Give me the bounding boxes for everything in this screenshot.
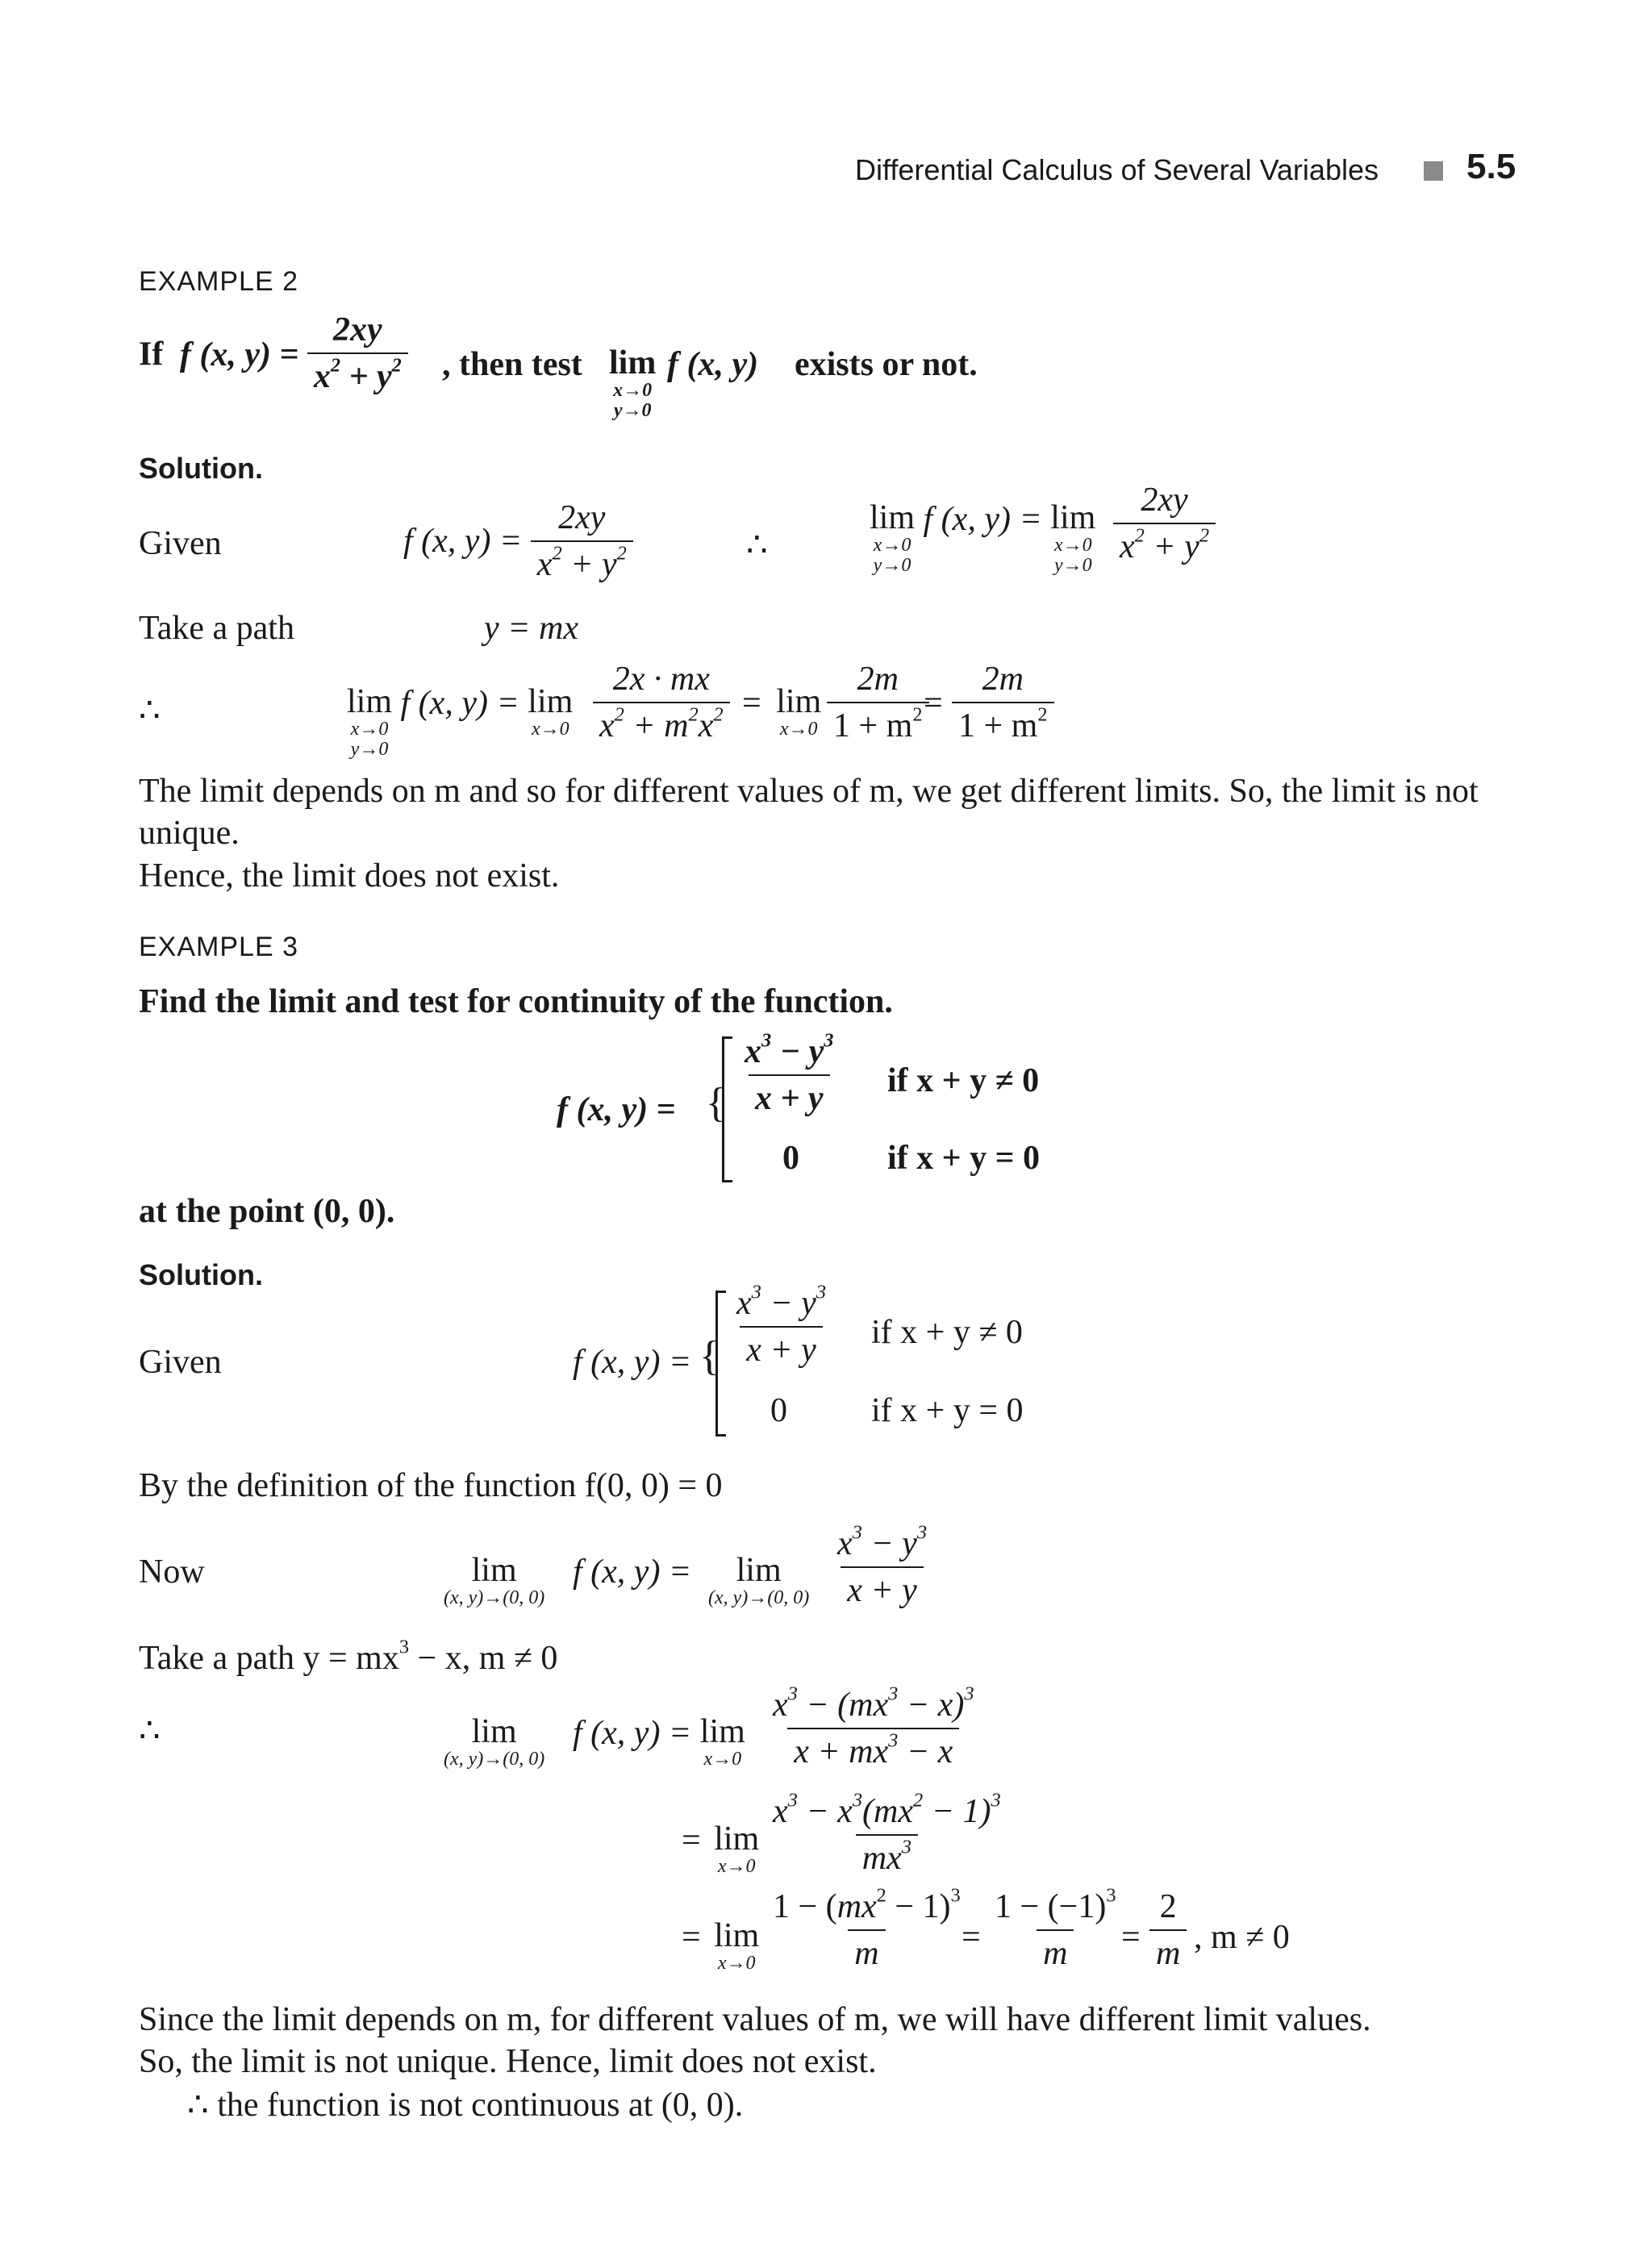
ex3-chain-line3 (682, 1918, 759, 1974)
ex3-by-definition: By the definition of the function f(0, 0) = 0 (139, 1467, 723, 1504)
ex2-d-fraction-1 (593, 660, 730, 745)
ex3-conclusion-3: ∴ the function is not continuous at (0, 0). (187, 2087, 744, 2124)
ex3-chain-lim1-word: lim (471, 1713, 517, 1750)
ex3-result-cond-text: , m ≠ 0 (1194, 1919, 1290, 1956)
ex3-now-num: $x^3 - y^3$ (837, 1521, 928, 1562)
ex3-given-den: x + y (740, 1326, 823, 1370)
ex3-path: Take a path $y = mx^3 - x$, m ≠ 0 (139, 1636, 558, 1677)
ex2-d-fraction-2 (827, 660, 929, 745)
ex3-path-rest: − x, m ≠ 0 (409, 1640, 558, 1677)
ex2-d-lim2: lim (528, 683, 574, 720)
ex3-chain-num3: $1 - (mx^2 - 1)^3$ (773, 1884, 961, 1925)
ex3-chain-fraction-4 (988, 1884, 1123, 1973)
q-frac-num: 2xy (333, 311, 382, 348)
page-number: 5.5 (1466, 147, 1516, 186)
ex2-d-lim3: lim (776, 683, 822, 720)
ex2-derivation (347, 684, 573, 760)
ex3-chain-den1b: − x (898, 1733, 953, 1770)
ex2-given-fraction (531, 498, 633, 584)
ex3-chain-lim3-word: lim (714, 1820, 760, 1858)
ex2-ls-fxy: f (x, y) = (923, 501, 1042, 538)
q-frac-den: $x^2 + y^2$ (307, 352, 408, 396)
ex2-d-sub-x: x→0 (350, 719, 389, 740)
ex2-d-den3-text: 1 + m (958, 707, 1038, 744)
ex2-d-sub3: x→0 (779, 719, 818, 740)
ex2-ls-lim: lim (870, 499, 916, 536)
ex2-ls2-sub-y: y→0 (1053, 555, 1092, 577)
running-title: Differential Calculus of Several Variables (855, 153, 1379, 186)
ex3-chain-lim4-sub: x→0 (717, 1953, 756, 1975)
ex3-chain-eq2: = (682, 1822, 701, 1859)
example-3-solution-label: Solution. (139, 1258, 263, 1291)
running-header (855, 153, 1379, 187)
ex3-chain-den1: $x + mx^3 - x$ (787, 1728, 959, 1771)
ex2-d-fxy: f (x, y) = (400, 685, 519, 722)
ex2-d-equals-2: = (742, 685, 761, 722)
ex3-q-brace-tip: { (706, 1080, 726, 1126)
ex3-path-label: Take a path y = mx (139, 1640, 399, 1677)
ex3-now-fraction (831, 1521, 933, 1610)
q-lim-sub-y: y→0 (613, 400, 652, 422)
ex3-chain-lim1-sub: (x, y)→(0, 0) (444, 1749, 545, 1770)
ex3-now-label: Now (139, 1553, 205, 1591)
ex3-therefore: ∴ (139, 1712, 161, 1749)
ex2-d-num1: 2x · mx (612, 661, 710, 698)
ex3-q-num: $x^3 - y^3$ (745, 1029, 834, 1070)
ex3-q-case2-cond: if x + y = 0 (887, 1140, 1041, 1177)
ex2-therefore-2: ∴ (139, 692, 161, 729)
ex2-path-equation: y = mx (484, 610, 578, 647)
ex2-d-eq2 (742, 684, 821, 740)
ex3-given-fdef: f (x, y) = (573, 1344, 692, 1381)
ex3-q-fdef: f (x, y) = (557, 1091, 676, 1128)
ex3-chain-lim2-sub: x→0 (703, 1749, 742, 1770)
ex3-chain-num1: $x^3 - (mx^3 - x)^3$ (773, 1683, 974, 1724)
ex3-chain-fraction-1 (766, 1683, 981, 1771)
header-square-icon (1424, 161, 1443, 181)
ex2-ls-sub-x: x→0 (873, 535, 912, 557)
ex2-d-den3: $1 + m^2$ (952, 702, 1054, 745)
q-then-text: , then test (442, 346, 582, 383)
ex2-d-lim: lim (347, 683, 393, 720)
ex2-d-den1: $x^2 + m^2x^2$ (593, 702, 730, 745)
ex3-now-lim-1 (444, 1553, 544, 1608)
ex3-result-den: m (1149, 1929, 1187, 1973)
ex2-d-den2-text: 1 + m (833, 707, 913, 744)
ex3-at-point: at the point (0, 0). (139, 1193, 395, 1230)
q-fraction (307, 311, 408, 396)
q-limit (609, 345, 656, 421)
ex3-now-lim2-sub: (x, y)→(0, 0) (708, 1587, 810, 1609)
q-if: If (139, 336, 164, 373)
q-lim-word: lim (609, 344, 657, 382)
ex3-q-case1-fraction (738, 1029, 840, 1118)
q-exists: exists or not. (795, 346, 978, 383)
ex2-ls-den: $x^2 + y^2$ (1113, 523, 1216, 566)
ex2-ls2-sub-x: x→0 (1053, 535, 1092, 557)
ex3-chain-line1 (573, 1714, 745, 1770)
ex2-d-sub-y: y→0 (350, 739, 389, 761)
ex3-given-case1-fraction (730, 1281, 832, 1370)
ex3-chain-den3: m (848, 1929, 885, 1973)
ex3-conclusion-1: Since the limit depends on m, for different values of m, we will have different limit values. (139, 2001, 1371, 2038)
example-2-solution-label: Solution. (139, 452, 263, 485)
ex3-chain-eq5: = (1121, 1919, 1141, 1956)
ex3-chain-den2-text: mx (861, 1840, 902, 1877)
ex2-path-label: Take a path (139, 610, 294, 647)
ex3-chain-line2 (682, 1821, 759, 1877)
ex3-chain-fraction-3 (766, 1884, 967, 1973)
ex3-given-num: $x^3 - y^3$ (736, 1281, 827, 1322)
q-lim-sub-x: x→0 (613, 380, 653, 402)
example-3-heading: EXAMPLE 3 (139, 932, 298, 962)
ex2-conclusion-2: Hence, the limit does not exist. (139, 857, 560, 894)
ex3-given-brace-tip: { (699, 1333, 720, 1379)
ex2-therefore-1: ∴ (746, 527, 768, 564)
ex2-given-num: 2xy (558, 499, 606, 536)
ex2-ls-num: 2xy (1141, 482, 1188, 519)
ex3-chain-num2: $x^3 - x^3(mx^2 - 1)^3$ (773, 1789, 1001, 1830)
ex2-d-num3: 2m (982, 661, 1024, 698)
ex2-given-label: Given (139, 525, 222, 562)
ex2-ls-sub-y: y→0 (873, 555, 912, 577)
ex3-now-fxy: f (x, y) = (573, 1553, 692, 1591)
ex3-chain-lim3-sub: x→0 (717, 1856, 756, 1878)
ex3-chain-den4: m (1037, 1929, 1074, 1973)
ex2-given-fx: f (x, y) = (403, 523, 523, 560)
ex3-chain-lim2-word: lim (699, 1713, 745, 1750)
ex3-now-lim-word: lim (471, 1552, 517, 1589)
ex3-chain-lim4-word: lim (714, 1917, 760, 1954)
ex3-chain-lim-1 (444, 1714, 544, 1770)
ex3-chain-fraction-2 (766, 1789, 1007, 1878)
ex3-result-condition (1194, 1918, 1290, 1957)
example-3-question: Find the limit and test for continuity of the function. (139, 983, 893, 1020)
ex3-conclusion-2: So, the limit is not unique. Hence, limit does not exist. (139, 2043, 877, 2080)
ex2-given-den: $x^2 + y^2$ (531, 540, 633, 584)
example-2-heading: EXAMPLE 2 (139, 266, 298, 297)
example-2-question (139, 311, 408, 396)
ex2-d-fraction-3 (952, 660, 1054, 745)
ex3-q-case1-cond: if x + y ≠ 0 (887, 1062, 1040, 1099)
q-function: f (x, y) = (179, 336, 299, 373)
ex3-now-lim-2 (708, 1553, 809, 1608)
ex3-given-case2-cond: if x + y = 0 (871, 1392, 1024, 1429)
ex3-given-case1-cond: if x + y ≠ 0 (871, 1314, 1023, 1351)
ex2-ls-lim2: lim (1050, 499, 1096, 536)
ex3-chain-den1a: x + mx (794, 1733, 889, 1770)
ex3-given-label: Given (139, 1344, 222, 1381)
ex3-chain-result (1149, 1887, 1187, 1973)
ex3-chain-fxy: f (x, y) = (573, 1715, 692, 1752)
ex3-now-lim2-word: lim (736, 1552, 782, 1589)
ex3-chain-den2: $mx^3$ (856, 1834, 918, 1878)
ex3-chain-num4: $1 - (-1)^3$ (995, 1884, 1116, 1925)
ex3-chain-eq3: = (682, 1919, 701, 1956)
ex3-q-den: x + y (749, 1074, 830, 1118)
ex2-d-den2: $1 + m^2$ (827, 702, 929, 745)
ex2-limit-statement (870, 500, 1095, 576)
ex2-given-expression (403, 498, 633, 584)
ex2-d-equals-3: = (924, 685, 943, 722)
ex3-now-lim-sub: (x, y)→(0, 0) (444, 1587, 545, 1609)
ex2-conclusion-1: The limit depends on m and so for different values of m, we get different limits. So, the limit is not unique. (139, 773, 1479, 852)
ex2-ls-fraction (1113, 481, 1216, 566)
ex3-now-den: x + y (841, 1566, 924, 1610)
ex3-result-num: 2 (1159, 1888, 1177, 1925)
ex3-given-case2-val: 0 (770, 1392, 787, 1429)
ex3-chain-eq4: = (962, 1919, 981, 1956)
ex2-d-num2: 2m (857, 661, 899, 698)
ex2-d-sub2: x→0 (531, 719, 569, 740)
ex3-q-case2-val: 0 (782, 1140, 799, 1177)
q-fxy: f (x, y) (667, 346, 759, 383)
